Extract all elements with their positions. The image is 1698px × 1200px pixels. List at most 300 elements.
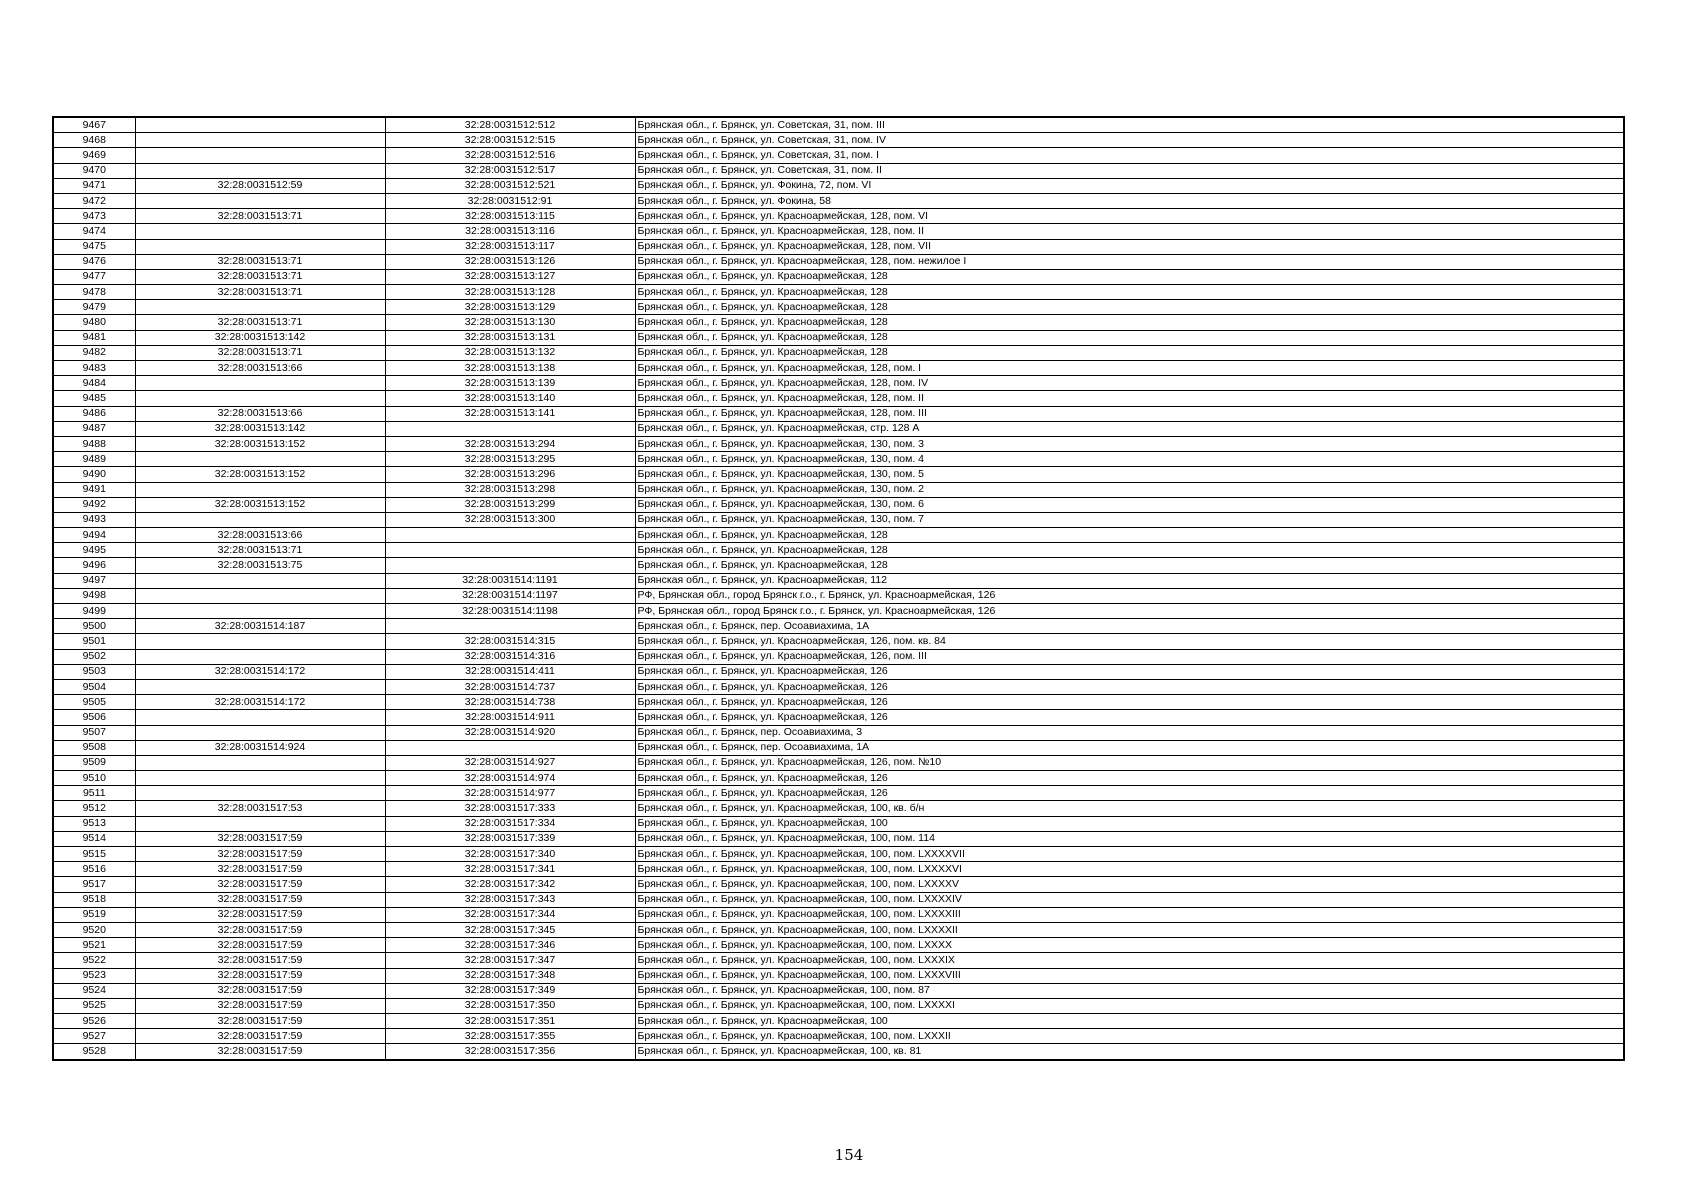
cadastral-number-cell: 32:28:0031514:316 [385, 649, 635, 664]
row-number-cell: 9518 [53, 892, 135, 907]
address-cell: Брянская обл., г. Брянск, ул. Красноармейская, 128, пом. VI [635, 209, 1624, 224]
cadastral-number-cell: 32:28:0031513:138 [385, 361, 635, 376]
cadastral-number-cell: 32:28:0031517:355 [385, 1029, 635, 1044]
table-row [53, 406, 1624, 421]
parent-cadastral-cell: 32:28:0031517:59 [135, 847, 385, 862]
row-number-cell: 9513 [53, 816, 135, 831]
parent-cadastral-cell: 32:28:0031517:53 [135, 801, 385, 816]
parent-cadastral-cell [135, 391, 385, 406]
address-cell: Брянская обл., г. Брянск, ул. Красноармейская, 128 [635, 269, 1624, 284]
table-row [53, 512, 1624, 527]
address-cell: Брянская обл., г. Брянск, ул. Красноармейская, 126 [635, 679, 1624, 694]
row-number-cell: 9497 [53, 573, 135, 588]
address-cell: Брянская обл., г. Брянск, ул. Красноармейская, 100, пом. LXXXX [635, 938, 1624, 953]
table-row [53, 801, 1624, 816]
cadastral-number-cell: 32:28:0031512:91 [385, 193, 635, 208]
parent-cadastral-cell: 32:28:0031517:59 [135, 877, 385, 892]
row-number-cell: 9470 [53, 163, 135, 178]
table-row [53, 497, 1624, 512]
address-cell: Брянская обл., г. Брянск, ул. Красноармейская, 100, пом. LXXXXII [635, 922, 1624, 937]
parent-cadastral-cell [135, 725, 385, 740]
cadastral-number-cell: 32:28:0031517:356 [385, 1044, 635, 1060]
table-row [53, 1014, 1624, 1029]
row-number-cell: 9496 [53, 558, 135, 573]
parent-cadastral-cell [135, 816, 385, 831]
table-row [53, 953, 1624, 968]
row-number-cell: 9471 [53, 178, 135, 193]
parent-cadastral-cell: 32:28:0031517:59 [135, 907, 385, 922]
table-row [53, 209, 1624, 224]
row-number-cell: 9517 [53, 877, 135, 892]
table-row [53, 269, 1624, 284]
row-number-cell: 9483 [53, 361, 135, 376]
table-row [53, 619, 1624, 634]
table-row [53, 193, 1624, 208]
cadastral-number-cell: 32:28:0031514:974 [385, 771, 635, 786]
parent-cadastral-cell: 32:28:0031514:172 [135, 664, 385, 679]
cadastral-number-cell: 32:28:0031513:300 [385, 512, 635, 527]
parent-cadastral-cell [135, 573, 385, 588]
cadastral-number-cell: 32:28:0031513:299 [385, 497, 635, 512]
address-cell: Брянская обл., г. Брянск, ул. Красноармейская, 128 [635, 528, 1624, 543]
cadastral-number-cell: 32:28:0031517:342 [385, 877, 635, 892]
row-number-cell: 9491 [53, 482, 135, 497]
row-number-cell: 9500 [53, 619, 135, 634]
cadastral-number-cell: 32:28:0031517:347 [385, 953, 635, 968]
cadastral-number-cell: 32:28:0031513:141 [385, 406, 635, 421]
cadastral-number-cell: 32:28:0031513:116 [385, 224, 635, 239]
page-number: 154 [834, 1146, 864, 1164]
row-number-cell: 9484 [53, 376, 135, 391]
cadastral-number-cell: 32:28:0031513:115 [385, 209, 635, 224]
address-cell: Брянская обл., г. Брянск, ул. Красноармейская, 128 [635, 330, 1624, 345]
cadastral-number-cell: 32:28:0031513:140 [385, 391, 635, 406]
cadastral-number-cell [385, 421, 635, 436]
table-row [53, 740, 1624, 755]
parent-cadastral-cell: 32:28:0031517:59 [135, 892, 385, 907]
parent-cadastral-cell: 32:28:0031517:59 [135, 1044, 385, 1060]
parent-cadastral-cell [135, 193, 385, 208]
cadastral-number-cell: 32:28:0031512:517 [385, 163, 635, 178]
row-number-cell: 9487 [53, 421, 135, 436]
table-body [53, 117, 1624, 1060]
cadastral-number-cell: 32:28:0031514:737 [385, 679, 635, 694]
address-cell: Брянская обл., г. Брянск, ул. Красноармейская, 130, пом. 5 [635, 467, 1624, 482]
address-cell: Брянская обл., г. Брянск, ул. Красноармейская, 100, пом. LXXXXVI [635, 862, 1624, 877]
table-row [53, 771, 1624, 786]
address-cell: Брянская обл., г. Брянск, ул. Красноармейская, 100, пом. 114 [635, 831, 1624, 846]
cadastral-number-cell [385, 528, 635, 543]
address-cell: Брянская обл., г. Брянск, ул. Красноармейская, 130, пом. 7 [635, 512, 1624, 527]
cadastral-number-cell: 32:28:0031513:130 [385, 315, 635, 330]
parent-cadastral-cell [135, 482, 385, 497]
row-number-cell: 9522 [53, 953, 135, 968]
address-cell: Брянская обл., г. Брянск, ул. Красноармейская, 100, пом. LXXXXIII [635, 907, 1624, 922]
address-cell: Брянская обл., г. Брянск, ул. Красноармейская, 128 [635, 315, 1624, 330]
table-row [53, 1044, 1624, 1060]
parent-cadastral-cell: 32:28:0031513:75 [135, 558, 385, 573]
cadastral-number-cell: 32:28:0031514:1197 [385, 588, 635, 603]
cadastral-table [52, 116, 1625, 1061]
cadastral-number-cell: 32:28:0031517:345 [385, 922, 635, 937]
address-cell: Брянская обл., г. Брянск, ул. Красноармейская, 128 [635, 543, 1624, 558]
parent-cadastral-cell [135, 710, 385, 725]
address-cell: Брянская обл., г. Брянск, ул. Красноармейская, 128, пом. III [635, 406, 1624, 421]
row-number-cell: 9468 [53, 133, 135, 148]
parent-cadastral-cell: 32:28:0031517:59 [135, 1014, 385, 1029]
row-number-cell: 9467 [53, 117, 135, 133]
parent-cadastral-cell: 32:28:0031514:924 [135, 740, 385, 755]
cadastral-number-cell: 32:28:0031513:298 [385, 482, 635, 497]
table-row [53, 436, 1624, 451]
parent-cadastral-cell: 32:28:0031513:71 [135, 285, 385, 300]
parent-cadastral-cell: 32:28:0031513:142 [135, 330, 385, 345]
parent-cadastral-cell [135, 604, 385, 619]
parent-cadastral-cell [135, 117, 385, 133]
table-row [53, 892, 1624, 907]
row-number-cell: 9525 [53, 998, 135, 1013]
table-row [53, 695, 1624, 710]
table-row [53, 345, 1624, 360]
address-cell: Брянская обл., г. Брянск, ул. Красноармейская, 130, пом. 4 [635, 452, 1624, 467]
row-number-cell: 9474 [53, 224, 135, 239]
cadastral-number-cell: 32:28:0031514:927 [385, 755, 635, 770]
cadastral-number-cell: 32:28:0031517:344 [385, 907, 635, 922]
address-cell: Брянская обл., г. Брянск, ул. Красноармейская, 100 [635, 1014, 1624, 1029]
row-number-cell: 9505 [53, 695, 135, 710]
address-cell: Брянская обл., г. Брянск, ул. Красноармейская, 126, пом. №10 [635, 755, 1624, 770]
parent-cadastral-cell [135, 224, 385, 239]
table-row [53, 755, 1624, 770]
row-number-cell: 9490 [53, 467, 135, 482]
address-cell: Брянская обл., г. Брянск, ул. Фокина, 58 [635, 193, 1624, 208]
row-number-cell: 9476 [53, 254, 135, 269]
table-row [53, 831, 1624, 846]
parent-cadastral-cell: 32:28:0031514:172 [135, 695, 385, 710]
row-number-cell: 9481 [53, 330, 135, 345]
cadastral-number-cell: 32:28:0031512:515 [385, 133, 635, 148]
row-number-cell: 9472 [53, 193, 135, 208]
table-row [53, 847, 1624, 862]
cadastral-number-cell: 32:28:0031513:117 [385, 239, 635, 254]
cadastral-number-cell: 32:28:0031513:295 [385, 452, 635, 467]
row-number-cell: 9480 [53, 315, 135, 330]
address-cell: Брянская обл., г. Брянск, ул. Советская, 31, пом. III [635, 117, 1624, 133]
table-row [53, 239, 1624, 254]
parent-cadastral-cell [135, 376, 385, 391]
table-row [53, 588, 1624, 603]
address-cell: Брянская обл., г. Брянск, пер. Осоавиахима, 1А [635, 619, 1624, 634]
cadastral-number-cell [385, 543, 635, 558]
cadastral-number-cell: 32:28:0031517:346 [385, 938, 635, 953]
cadastral-number-cell: 32:28:0031517:340 [385, 847, 635, 862]
parent-cadastral-cell: 32:28:0031513:66 [135, 528, 385, 543]
row-number-cell: 9475 [53, 239, 135, 254]
cadastral-number-cell: 32:28:0031513:296 [385, 467, 635, 482]
address-cell: Брянская обл., г. Брянск, ул. Красноармейская, 112 [635, 573, 1624, 588]
table-row [53, 907, 1624, 922]
cadastral-number-cell: 32:28:0031517:343 [385, 892, 635, 907]
address-cell: Брянская обл., г. Брянск, ул. Красноармейская, 128 [635, 285, 1624, 300]
cadastral-number-cell: 32:28:0031517:350 [385, 998, 635, 1013]
parent-cadastral-cell: 32:28:0031517:59 [135, 831, 385, 846]
cadastral-number-cell: 32:28:0031514:920 [385, 725, 635, 740]
parent-cadastral-cell: 32:28:0031513:142 [135, 421, 385, 436]
cadastral-number-cell: 32:28:0031514:315 [385, 634, 635, 649]
parent-cadastral-cell: 32:28:0031513:66 [135, 406, 385, 421]
cadastral-number-cell [385, 740, 635, 755]
table-row [53, 315, 1624, 330]
table-row [53, 482, 1624, 497]
parent-cadastral-cell: 32:28:0031513:71 [135, 315, 385, 330]
row-number-cell: 9494 [53, 528, 135, 543]
cadastral-number-cell: 32:28:0031514:911 [385, 710, 635, 725]
address-cell: Брянская обл., г. Брянск, ул. Красноармейская, 100, кв. 81 [635, 1044, 1624, 1060]
table-row [53, 998, 1624, 1013]
address-cell: Брянская обл., г. Брянск, ул. Красноармейская, 100, пом. LXXXXV [635, 877, 1624, 892]
address-cell: Брянская обл., г. Брянск, ул. Красноармейская, 100, пом. LXXXII [635, 1029, 1624, 1044]
parent-cadastral-cell: 32:28:0031517:59 [135, 998, 385, 1013]
row-number-cell: 9482 [53, 345, 135, 360]
table-row [53, 285, 1624, 300]
table-row [53, 968, 1624, 983]
row-number-cell: 9504 [53, 679, 135, 694]
address-cell: Брянская обл., г. Брянск, ул. Советская, 31, пом. IV [635, 133, 1624, 148]
parent-cadastral-cell [135, 679, 385, 694]
parent-cadastral-cell: 32:28:0031513:152 [135, 497, 385, 512]
parent-cadastral-cell: 32:28:0031517:59 [135, 983, 385, 998]
row-number-cell: 9501 [53, 634, 135, 649]
parent-cadastral-cell [135, 163, 385, 178]
address-cell: Брянская обл., г. Брянск, ул. Красноармейская, 100, пом. LXXXVIII [635, 968, 1624, 983]
cadastral-number-cell: 32:28:0031512:516 [385, 148, 635, 163]
row-number-cell: 9509 [53, 755, 135, 770]
address-cell: Брянская обл., г. Брянск, ул. Красноармейская, 126 [635, 710, 1624, 725]
row-number-cell: 9512 [53, 801, 135, 816]
cadastral-number-cell: 32:28:0031513:139 [385, 376, 635, 391]
table-row [53, 133, 1624, 148]
table-row [53, 376, 1624, 391]
address-cell: Брянская обл., г. Брянск, ул. Красноармейская, 130, пом. 3 [635, 436, 1624, 451]
table-row [53, 938, 1624, 953]
address-cell: Брянская обл., г. Брянск, ул. Красноармейская, 126 [635, 664, 1624, 679]
row-number-cell: 9495 [53, 543, 135, 558]
table-row [53, 178, 1624, 193]
address-cell: Брянская обл., г. Брянск, ул. Красноармейская, 128 [635, 558, 1624, 573]
address-cell: Брянская обл., г. Брянск, ул. Красноармейская, 128 [635, 345, 1624, 360]
table-row [53, 467, 1624, 482]
parent-cadastral-cell [135, 133, 385, 148]
address-cell: Брянская обл., г. Брянск, ул. Красноармейская, 126, пом. III [635, 649, 1624, 664]
parent-cadastral-cell [135, 148, 385, 163]
parent-cadastral-cell: 32:28:0031513:71 [135, 345, 385, 360]
parent-cadastral-cell [135, 452, 385, 467]
parent-cadastral-cell [135, 755, 385, 770]
parent-cadastral-cell: 32:28:0031513:71 [135, 254, 385, 269]
table-row [53, 452, 1624, 467]
address-cell: Брянская обл., г. Брянск, ул. Красноармейская, 128, пом. VII [635, 239, 1624, 254]
cadastral-number-cell: 32:28:0031514:977 [385, 786, 635, 801]
table-row [53, 421, 1624, 436]
address-cell: Брянская обл., г. Брянск, ул. Советская, 31, пом. I [635, 148, 1624, 163]
address-cell: Брянская обл., г. Брянск, пер. Осоавиахима, 3 [635, 725, 1624, 740]
cadastral-number-cell: 32:28:0031514:1198 [385, 604, 635, 619]
address-cell: Брянская обл., г. Брянск, ул. Красноармейская, 128 [635, 300, 1624, 315]
row-number-cell: 9479 [53, 300, 135, 315]
cadastral-number-cell: 32:28:0031513:127 [385, 269, 635, 284]
address-cell: Брянская обл., г. Брянск, ул. Красноармейская, 100, пом. LXXXXI [635, 998, 1624, 1013]
row-number-cell: 9520 [53, 922, 135, 937]
table-row [53, 816, 1624, 831]
address-cell: Брянская обл., г. Брянск, ул. Красноармейская, 100, пом. 87 [635, 983, 1624, 998]
parent-cadastral-cell: 32:28:0031517:59 [135, 862, 385, 877]
row-number-cell: 9498 [53, 588, 135, 603]
address-cell: Брянская обл., г. Брянск, ул. Красноармейская, 128, пом. II [635, 224, 1624, 239]
cadastral-number-cell: 32:28:0031513:128 [385, 285, 635, 300]
row-number-cell: 9492 [53, 497, 135, 512]
cadastral-number-cell: 32:28:0031512:521 [385, 178, 635, 193]
row-number-cell: 9478 [53, 285, 135, 300]
row-number-cell: 9514 [53, 831, 135, 846]
table-row [53, 117, 1624, 133]
row-number-cell: 9506 [53, 710, 135, 725]
table-row [53, 558, 1624, 573]
address-cell: Брянская обл., г. Брянск, ул. Красноармейская, 100, пом. LXXXIX [635, 953, 1624, 968]
table-row [53, 862, 1624, 877]
table-row [53, 163, 1624, 178]
table-row [53, 543, 1624, 558]
table-row [53, 1029, 1624, 1044]
row-number-cell: 9523 [53, 968, 135, 983]
row-number-cell: 9528 [53, 1044, 135, 1060]
row-number-cell: 9508 [53, 740, 135, 755]
address-cell: Брянская обл., г. Брянск, ул. Красноармейская, 128, пом. IV [635, 376, 1624, 391]
row-number-cell: 9473 [53, 209, 135, 224]
row-number-cell: 9524 [53, 983, 135, 998]
table-row [53, 254, 1624, 269]
parent-cadastral-cell: 32:28:0031517:59 [135, 938, 385, 953]
parent-cadastral-cell: 32:28:0031513:71 [135, 209, 385, 224]
address-cell: Брянская обл., г. Брянск, ул. Красноармейская, 128, пом. I [635, 361, 1624, 376]
table-row [53, 983, 1624, 998]
parent-cadastral-cell: 32:28:0031513:152 [135, 436, 385, 451]
table-row [53, 573, 1624, 588]
parent-cadastral-cell [135, 649, 385, 664]
table-row [53, 877, 1624, 892]
table-row [53, 330, 1624, 345]
address-cell: Брянская обл., г. Брянск, пер. Осоавиахима, 1А [635, 740, 1624, 755]
row-number-cell: 9527 [53, 1029, 135, 1044]
table-row [53, 224, 1624, 239]
table-row [53, 786, 1624, 801]
cadastral-number-cell: 32:28:0031517:349 [385, 983, 635, 998]
address-cell: Брянская обл., г. Брянск, ул. Красноармейская, 128, пом. II [635, 391, 1624, 406]
row-number-cell: 9521 [53, 938, 135, 953]
cadastral-number-cell: 32:28:0031514:738 [385, 695, 635, 710]
cadastral-number-cell: 32:28:0031513:129 [385, 300, 635, 315]
row-number-cell: 9489 [53, 452, 135, 467]
address-cell: Брянская обл., г. Брянск, ул. Красноармейская, 126 [635, 771, 1624, 786]
parent-cadastral-cell: 32:28:0031517:59 [135, 968, 385, 983]
parent-cadastral-cell: 32:28:0031517:59 [135, 953, 385, 968]
row-number-cell: 9499 [53, 604, 135, 619]
address-cell: Брянская обл., г. Брянск, ул. Красноармейская, 128, пом. нежилое I [635, 254, 1624, 269]
parent-cadastral-cell [135, 634, 385, 649]
cadastral-number-cell: 32:28:0031512:512 [385, 117, 635, 133]
cadastral-number-cell: 32:28:0031517:333 [385, 801, 635, 816]
address-cell: Брянская обл., г. Брянск, ул. Советская, 31, пом. II [635, 163, 1624, 178]
row-number-cell: 9488 [53, 436, 135, 451]
cadastral-number-cell: 32:28:0031513:126 [385, 254, 635, 269]
parent-cadastral-cell: 32:28:0031513:71 [135, 269, 385, 284]
row-number-cell: 9519 [53, 907, 135, 922]
row-number-cell: 9507 [53, 725, 135, 740]
row-number-cell: 9493 [53, 512, 135, 527]
table-row [53, 679, 1624, 694]
table-row [53, 604, 1624, 619]
parent-cadastral-cell [135, 239, 385, 254]
parent-cadastral-cell: 32:28:0031513:152 [135, 467, 385, 482]
address-cell: Брянская обл., г. Брянск, ул. Красноармейская, 126 [635, 786, 1624, 801]
address-cell: РФ, Брянская обл., город Брянск г.о., г. Брянск, ул. Красноармейская, 126 [635, 588, 1624, 603]
address-cell: РФ, Брянская обл., город Брянск г.о., г. Брянск, ул. Красноармейская, 126 [635, 604, 1624, 619]
table-row [53, 300, 1624, 315]
parent-cadastral-cell: 32:28:0031517:59 [135, 1029, 385, 1044]
address-cell: Брянская обл., г. Брянск, ул. Красноармейская, 100, пом. LXXXXIV [635, 892, 1624, 907]
parent-cadastral-cell: 32:28:0031512:59 [135, 178, 385, 193]
cadastral-number-cell: 32:28:0031517:341 [385, 862, 635, 877]
cadastral-number-cell: 32:28:0031517:351 [385, 1014, 635, 1029]
cadastral-number-cell: 32:28:0031514:1191 [385, 573, 635, 588]
cadastral-number-cell [385, 619, 635, 634]
address-cell: Брянская обл., г. Брянск, ул. Красноармейская, 126, пом. кв. 84 [635, 634, 1624, 649]
cadastral-number-cell: 32:28:0031513:131 [385, 330, 635, 345]
table-row [53, 634, 1624, 649]
row-number-cell: 9486 [53, 406, 135, 421]
row-number-cell: 9503 [53, 664, 135, 679]
address-cell: Брянская обл., г. Брянск, ул. Красноармейская, 100, пом. LXXXXVII [635, 847, 1624, 862]
table-row [53, 725, 1624, 740]
parent-cadastral-cell [135, 786, 385, 801]
parent-cadastral-cell [135, 300, 385, 315]
cadastral-number-cell: 32:28:0031513:132 [385, 345, 635, 360]
address-cell: Брянская обл., г. Брянск, ул. Красноармейская, 130, пом. 6 [635, 497, 1624, 512]
parent-cadastral-cell: 32:28:0031513:66 [135, 361, 385, 376]
cadastral-number-cell [385, 558, 635, 573]
row-number-cell: 9510 [53, 771, 135, 786]
cadastral-number-cell: 32:28:0031517:334 [385, 816, 635, 831]
row-number-cell: 9515 [53, 847, 135, 862]
row-number-cell: 9516 [53, 862, 135, 877]
address-cell: Брянская обл., г. Брянск, ул. Красноармейская, 130, пом. 2 [635, 482, 1624, 497]
row-number-cell: 9502 [53, 649, 135, 664]
row-number-cell: 9511 [53, 786, 135, 801]
table-row [53, 664, 1624, 679]
row-number-cell: 9469 [53, 148, 135, 163]
cadastral-number-cell: 32:28:0031517:339 [385, 831, 635, 846]
address-cell: Брянская обл., г. Брянск, ул. Красноармейская, 126 [635, 695, 1624, 710]
table-row [53, 391, 1624, 406]
table-row [53, 148, 1624, 163]
table-row [53, 649, 1624, 664]
address-cell: Брянская обл., г. Брянск, ул. Фокина, 72, пом. VI [635, 178, 1624, 193]
cadastral-number-cell: 32:28:0031513:294 [385, 436, 635, 451]
parent-cadastral-cell [135, 588, 385, 603]
parent-cadastral-cell: 32:28:0031517:59 [135, 922, 385, 937]
row-number-cell: 9485 [53, 391, 135, 406]
row-number-cell: 9526 [53, 1014, 135, 1029]
address-cell: Брянская обл., г. Брянск, ул. Красноармейская, стр. 128 А [635, 421, 1624, 436]
